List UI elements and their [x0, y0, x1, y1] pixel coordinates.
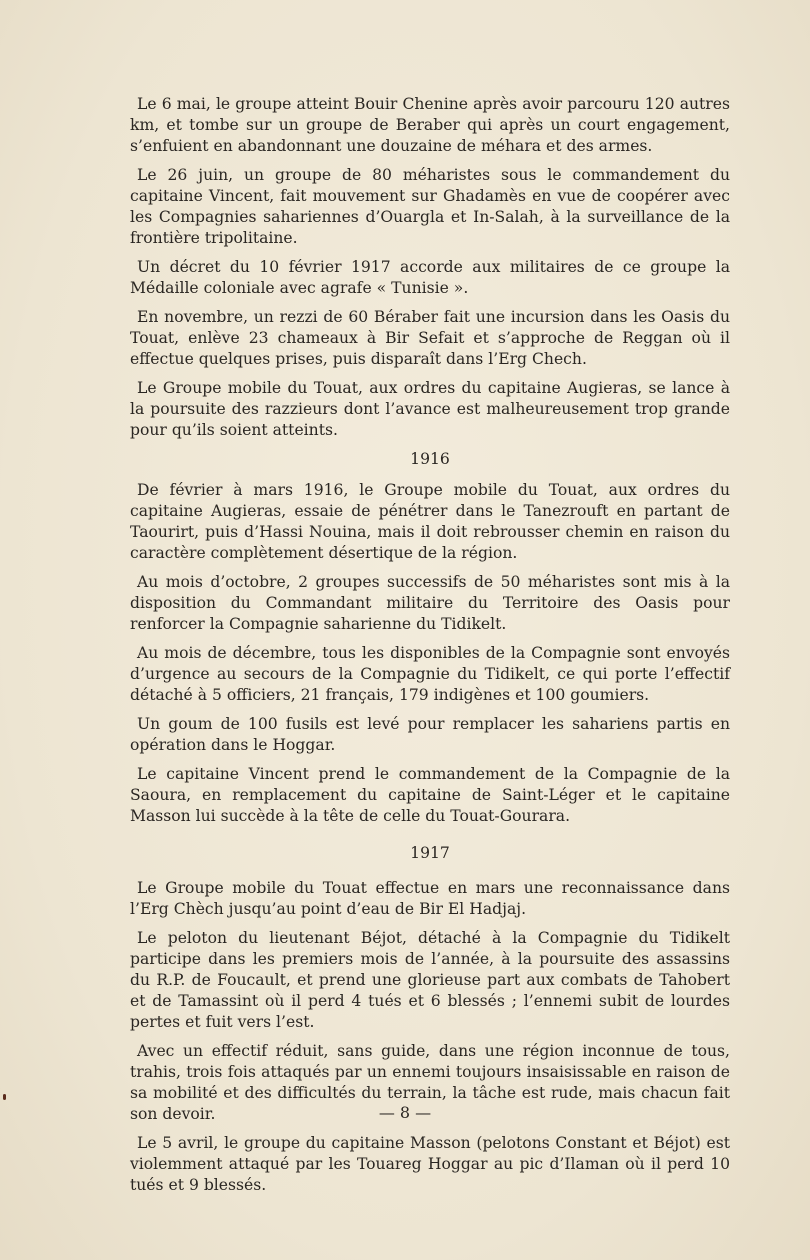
paragraph: Avec un effectif réduit, sans guide, dans une région inconnue de tous, trahis, trois fois attaqués par un ennemi toujours insaisissable en raison de sa mobilité et des difficultés du terrain, la tâche est rude, mais chacun fait son devoir.	[130, 1042, 730, 1123]
paragraph: Le Groupe mobile du Touat effectue en mars une reconnaissance dans l’Erg Chèch jusqu’au point d’eau de Bir El Hadjaj.	[130, 879, 730, 918]
paragraph: Le Groupe mobile du Touat, aux ordres du capitaine Augieras, se lance à la poursuite des razzieurs dont l’avance est malheureusement trop grande pour qu’ils soient atteints.	[130, 379, 730, 439]
paragraph: De février à mars 1916, le Groupe mobile du Touat, aux ordres du capitaine Augieras, essaie de pénétrer dans le Tanezrouft en partant de Taourirt, puis d’Hassi Nouina, mais il doit rebrousser chemin en raison du caractère complètement désertique de la région.	[130, 481, 730, 562]
paragraph: Au mois d’octobre, 2 groupes successifs de 50 méharistes sont mis à la disposition du Commandant militaire du Territoire des Oasis pour renforcer la Compagnie saharienne du Tidikelt.	[130, 573, 730, 633]
paragraph: Le 26 juin, un groupe de 80 méharistes sous le commandement du capitaine Vincent, fait mouvement sur Ghadamès en vue de coopérer avec les Compagnies sahariennes d’Ouargla et In-Salah, à la surveillance de la frontière tripolitaine.	[130, 166, 730, 247]
paragraph: Le 6 mai, le groupe atteint Bouir Chenine après avoir parcouru 120 autres km, et tombe sur un groupe de Beraber qui après un court engagement, s’enfuient en abandonnant une douzaine de méhara et des armes.	[130, 95, 730, 155]
document-body	[130, 94, 730, 1204]
ink-speck	[3, 1094, 6, 1100]
paragraph: Le 5 avril, le groupe du capitaine Masson (pelotons Constant et Béjot) est violemment attaqué par les Touareg Hoggar au pic d’Ilaman où il perd 10 tués et 9 blessés.	[130, 1134, 730, 1194]
paragraph: Un goum de 100 fusils est levé pour remplacer les sahariens partis en opération dans le Hoggar.	[130, 715, 730, 754]
paragraph: Au mois de décembre, tous les disponibles de la Compagnie sont envoyés d’urgence au secours de la Compagnie du Tidikelt, ce qui porte l’effectif détaché à 5 officiers, 21 français, 179 indigènes et 100 goumiers.	[130, 644, 730, 704]
paragraph: Le peloton du lieutenant Béjot, détaché à la Compagnie du Tidikelt participe dans les premiers mois de l’année, à la poursuite des assassins du R.P. de Foucault, et prend une glorieuse part aux combats de Tahobert et de Tamassint où il perd 4 tués et 6 blessés ; l’ennemi subit de lourdes pertes et fuit vers l’est.	[130, 929, 730, 1031]
paragraph: Le capitaine Vincent prend le commandement de la Compagnie de la Saoura, en remplacement du capitaine de Saint-Léger et le capitaine Masson lui succède à la tête de celle du Touat-Gourara.	[130, 765, 730, 825]
page-number: — 8 —	[378, 1103, 432, 1122]
year-heading-1917: 1917	[410, 844, 450, 862]
paragraph: En novembre, un rezzi de 60 Béraber fait une incursion dans les Oasis du Touat, enlève 23 chameaux à Bir Sefait et s’approche de Reggan où il effectue quelques prises, puis disparaît dans l’Erg Chech.	[130, 308, 730, 368]
paragraph: Un décret du 10 février 1917 accorde aux militaires de ce groupe la Médaille coloniale avec agrafe « Tunisie ».	[130, 258, 730, 297]
year-heading-1916: 1916	[410, 450, 450, 468]
